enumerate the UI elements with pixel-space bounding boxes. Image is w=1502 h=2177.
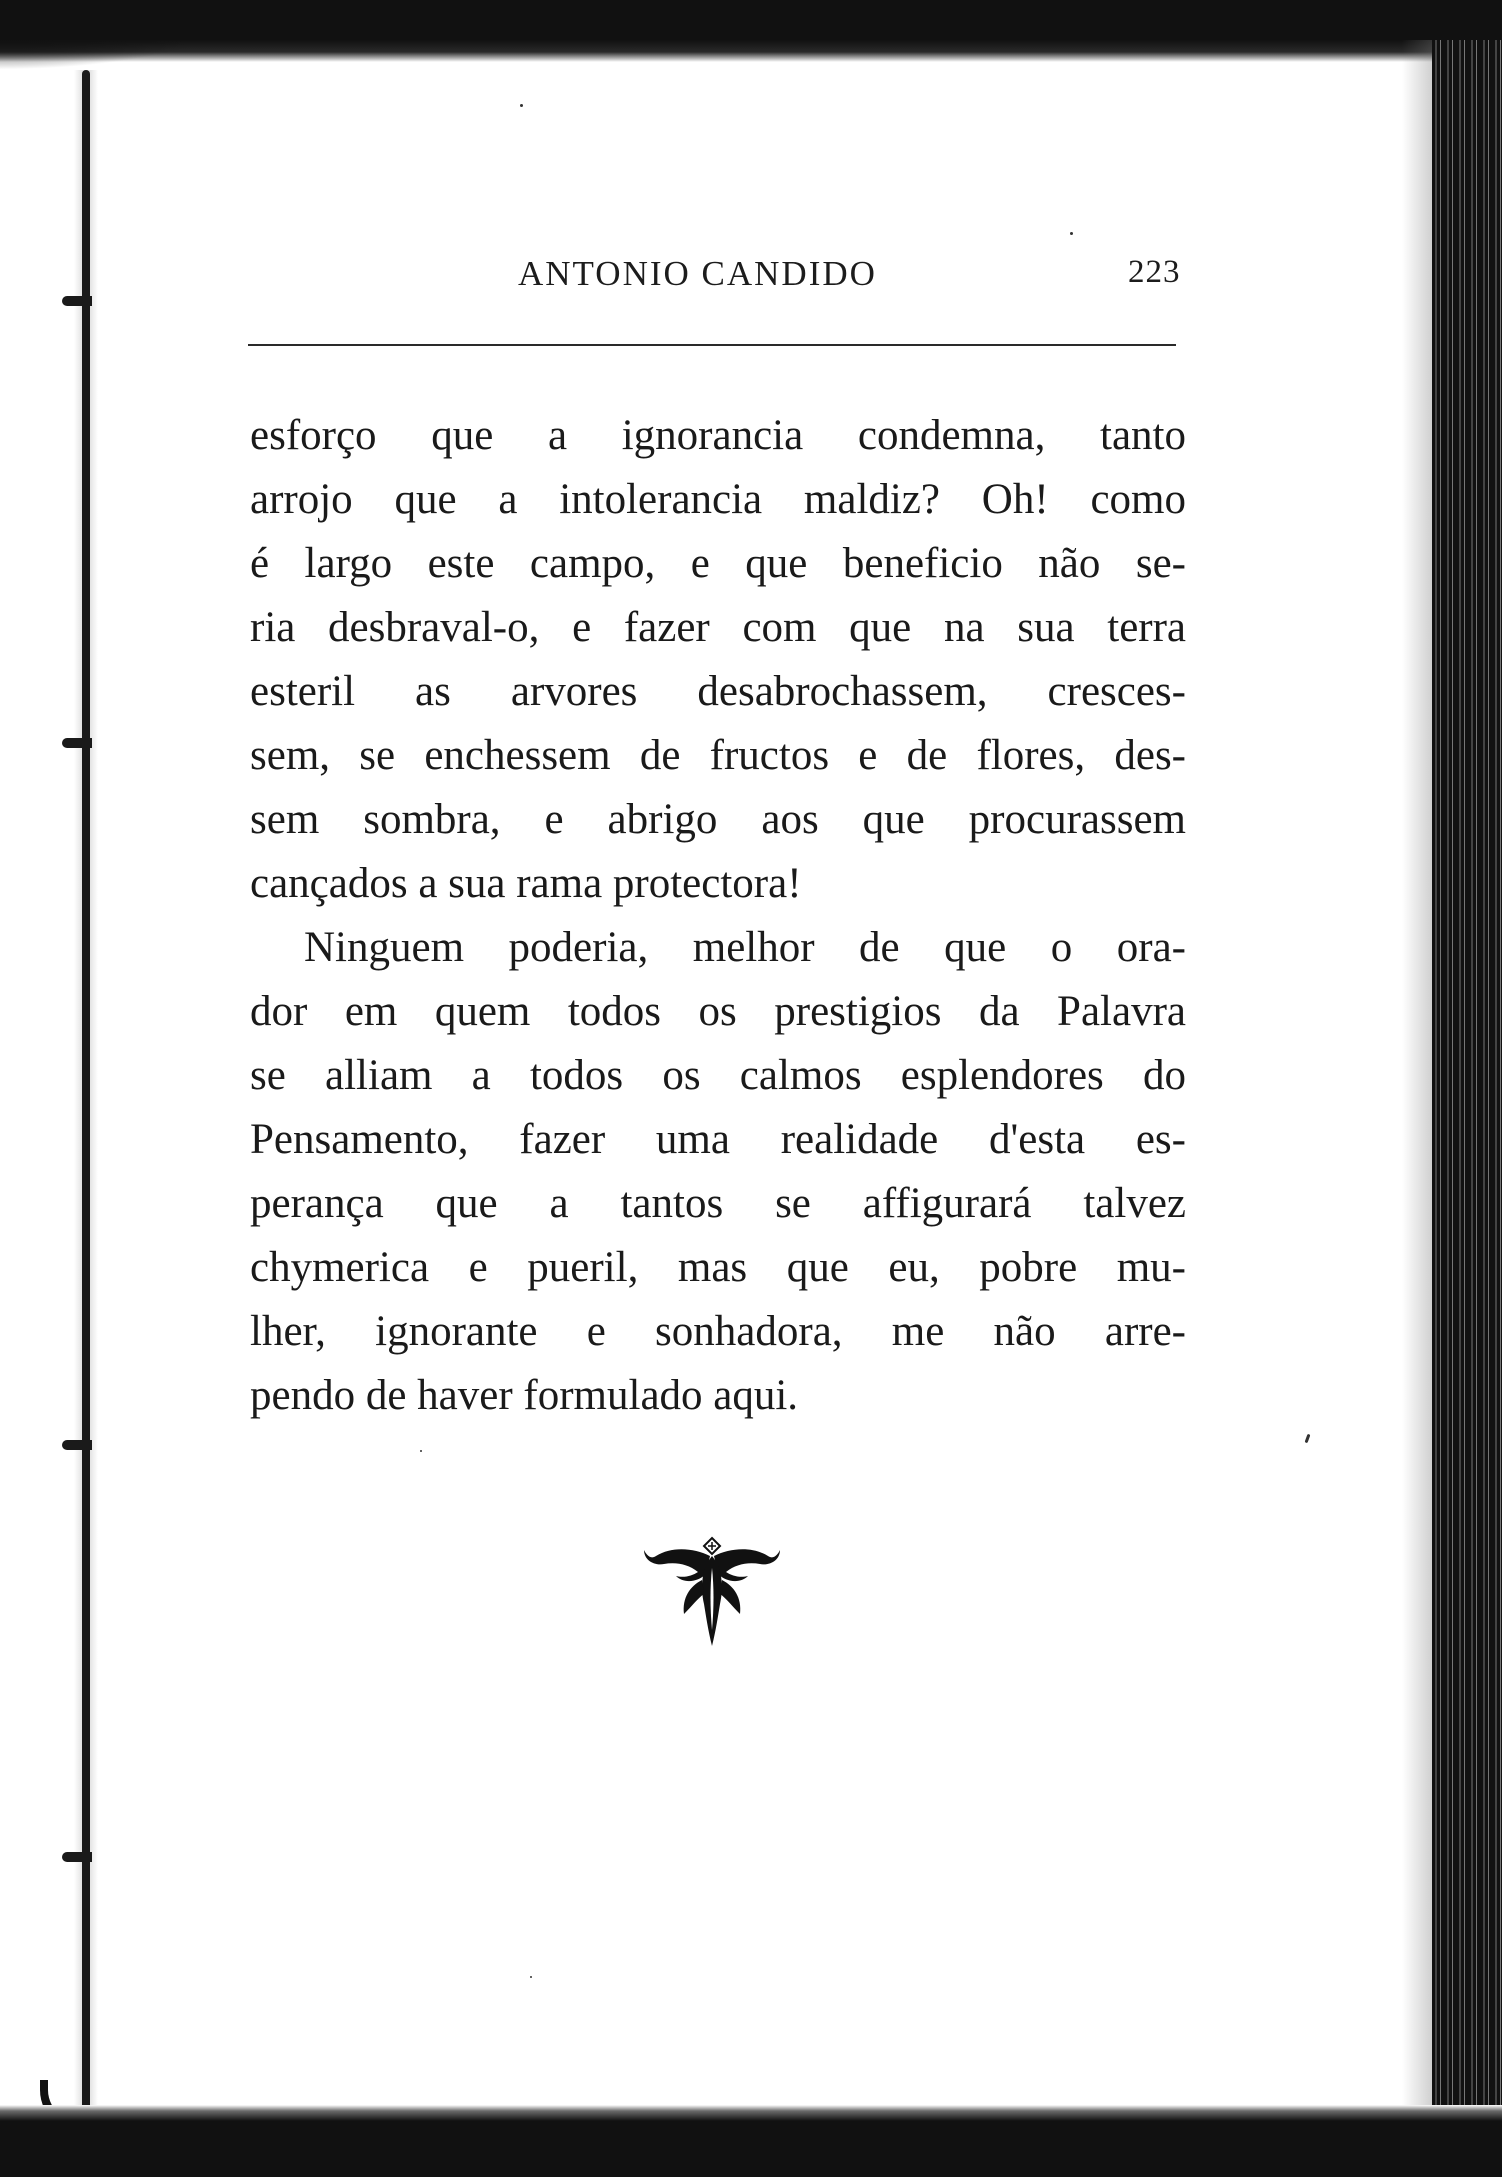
text-line: sem, se enchessem de fructos e de flores, des- bbox=[250, 732, 1186, 779]
scan-speck bbox=[530, 1976, 532, 1978]
page-number: 223 bbox=[1128, 254, 1181, 290]
text-line: perança que a tantos se affigurará talvez bbox=[250, 1180, 1186, 1227]
scan-top-corner-shadow bbox=[0, 0, 260, 70]
running-head-title: ANTONIO CANDIDO bbox=[518, 254, 877, 293]
text-line: esteril as arvores desabrochassem, cresces- bbox=[250, 668, 1186, 715]
binding-notch bbox=[62, 1440, 92, 1450]
scan-speck bbox=[1305, 1434, 1311, 1443]
fleuron-icon bbox=[642, 1534, 782, 1654]
paragraph-2 bbox=[250, 916, 1186, 1428]
paragraph-1 bbox=[250, 404, 1186, 916]
text-line: Ninguem poderia, melhor de que o ora- bbox=[304, 924, 1186, 971]
scan-bottom-edge bbox=[0, 2105, 1502, 2177]
scan-speck bbox=[1070, 232, 1073, 235]
text-line: lher, ignorante e sonhadora, me não arre- bbox=[250, 1308, 1186, 1355]
binding-notch bbox=[62, 738, 92, 748]
text-line: dor em quem todos os prestigios da Palavra bbox=[250, 988, 1186, 1035]
text-line: Pensamento, fazer uma realidade d'esta es- bbox=[250, 1116, 1186, 1163]
text-line: ria desbraval-o, e fazer com que na sua terra bbox=[250, 604, 1186, 651]
scan-speck bbox=[420, 1450, 422, 1452]
page-body bbox=[250, 404, 1186, 1428]
text-line: cançados a sua rama protectora! bbox=[250, 860, 802, 907]
text-line: chymerica e pueril, mas que eu, pobre mu- bbox=[250, 1244, 1186, 1291]
binding-notch bbox=[62, 1852, 92, 1862]
scan-right-shadow bbox=[1402, 40, 1432, 2130]
text-line: pendo de haver formulado aqui. bbox=[250, 1372, 799, 1419]
running-head-rule bbox=[248, 344, 1176, 346]
text-line: é largo este campo, e que beneficio não se- bbox=[250, 540, 1186, 587]
text-line: arrojo que a intolerancia maldiz? Oh! como bbox=[250, 476, 1186, 523]
text-line: esforço que a ignorancia condemna, tanto bbox=[250, 412, 1186, 459]
scan-left-binding-edge bbox=[82, 70, 90, 2120]
scan-speck bbox=[520, 104, 523, 107]
scan-right-page-stack bbox=[1432, 40, 1502, 2130]
running-head bbox=[0, 254, 1502, 300]
text-line: se alliam a todos os calmos esplendores do bbox=[250, 1052, 1186, 1099]
text-line: sem sombra, e abrigo aos que procurassem bbox=[250, 796, 1186, 843]
